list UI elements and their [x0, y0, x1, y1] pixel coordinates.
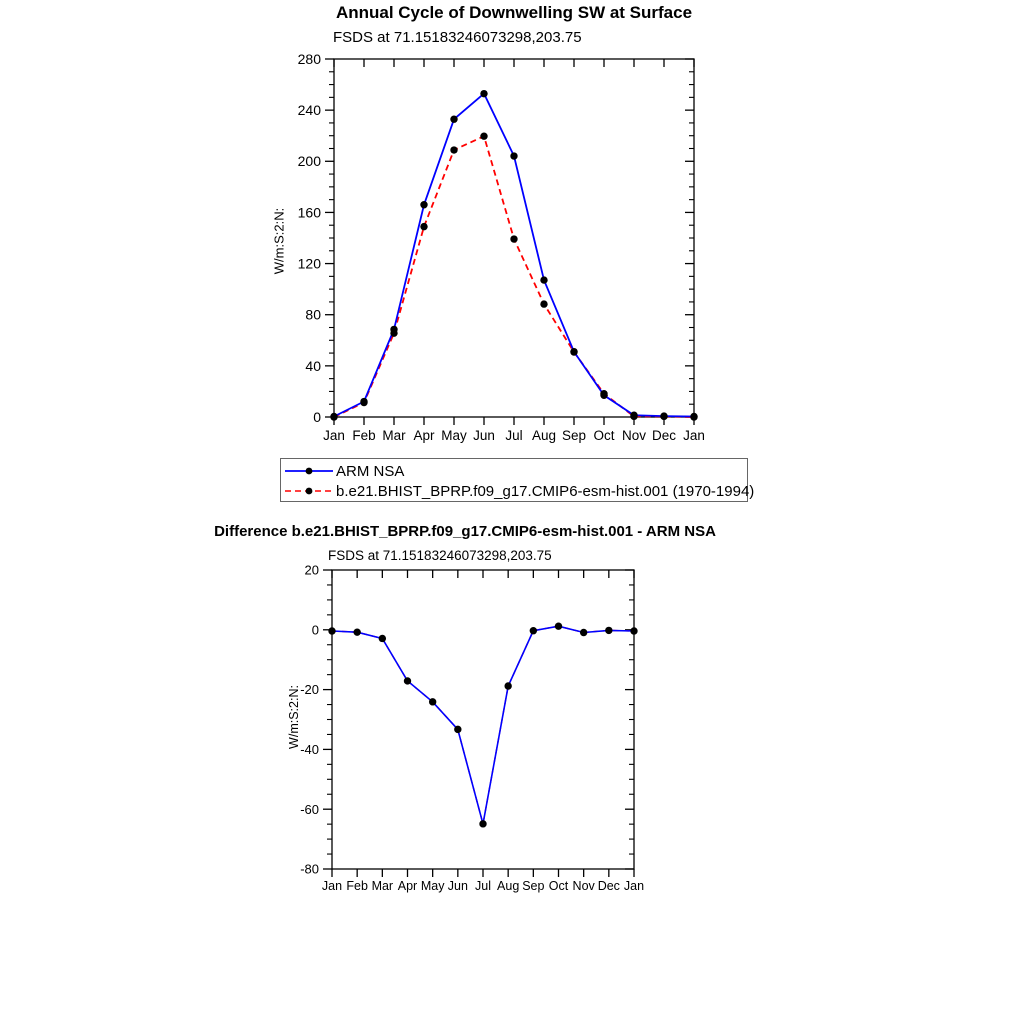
y-tick-label: 200 — [297, 153, 321, 170]
x-tick-label: Jul — [505, 428, 523, 443]
legend-item-model — [281, 481, 755, 501]
x-tick-label: Oct — [548, 879, 569, 893]
x-tick-label: Jun — [473, 428, 495, 443]
data-point-marker — [510, 152, 517, 159]
data-point-marker — [328, 627, 335, 634]
data-point-marker — [479, 820, 486, 827]
x-tick-label: Dec — [651, 428, 677, 443]
top-chart-title: Annual Cycle of Downwelling SW at Surface — [335, 3, 693, 22]
y-tick-label: 80 — [305, 306, 321, 323]
x-tick-label: Mar — [382, 428, 406, 443]
data-point-marker — [360, 399, 367, 406]
legend-box — [280, 458, 755, 502]
data-point-marker — [540, 276, 547, 283]
x-tick-label: Sep — [522, 879, 545, 893]
data-point-marker — [420, 223, 427, 230]
diff-chart-subtitle: FSDS at 71.15183246073298,203.75 — [328, 548, 552, 563]
data-point-marker — [580, 629, 587, 636]
data-point-marker — [530, 627, 537, 634]
data-point-marker — [390, 329, 397, 336]
x-tick-label: May — [420, 879, 445, 893]
data-point-marker — [605, 627, 612, 634]
x-tick-label: Feb — [346, 879, 368, 893]
legend-item-obs — [281, 461, 747, 481]
x-tick-label: Jul — [475, 879, 491, 893]
data-point-marker — [600, 390, 607, 397]
x-tick-label: Jan — [683, 428, 705, 443]
legend-model-label: b.e21.BHIST_BPRP.f09_g17.CMIP6-esm-hist.001 (1970-1994) — [336, 482, 755, 500]
x-tick-label: Jan — [321, 879, 343, 893]
y-tick-label: 20 — [304, 562, 319, 578]
y-tick-label: 240 — [297, 102, 321, 119]
data-point-marker — [660, 413, 667, 420]
x-tick-label: Aug — [497, 879, 520, 893]
x-tick-label: Apr — [413, 428, 435, 443]
data-point-marker — [630, 413, 637, 420]
x-tick-label: Nov — [572, 879, 595, 893]
legend-obs-line-icon — [283, 464, 335, 478]
x-tick-label: Dec — [597, 879, 620, 893]
x-tick-label: Jan — [323, 428, 345, 443]
x-tick-label: Sep — [561, 428, 587, 443]
x-tick-label: Mar — [371, 879, 394, 893]
data-point-marker — [630, 627, 637, 634]
y-tick-label: 0 — [313, 408, 321, 425]
x-tick-label: Apr — [397, 879, 418, 893]
x-tick-label: Nov — [621, 428, 647, 443]
data-point-marker — [404, 677, 411, 684]
top-chart-y-axis-label: W/m:S:2:N: — [271, 207, 287, 275]
legend-obs-label: ARM NSA — [336, 462, 405, 480]
y-tick-label: -20 — [300, 682, 319, 698]
series-line — [334, 136, 694, 417]
data-point-marker — [450, 146, 457, 153]
data-point-marker — [454, 726, 461, 733]
x-tick-label: May — [441, 428, 467, 443]
diff-chart-y-axis-label: W/m:S:2:N: — [287, 685, 301, 749]
data-point-marker — [420, 201, 427, 208]
top-chart-subtitle: FSDS at 71.15183246073298,203.75 — [333, 29, 582, 46]
y-tick-label: -60 — [300, 801, 319, 817]
x-tick-label: Jun — [447, 879, 468, 893]
data-point-marker — [330, 413, 337, 420]
x-tick-label: Aug — [531, 428, 557, 443]
data-point-marker — [429, 698, 436, 705]
data-point-marker — [510, 235, 517, 242]
top-chart-plot-area — [298, 51, 705, 443]
series-line — [332, 626, 634, 824]
diff-chart-title: Difference b.e21.BHIST_BPRP.f09_g17.CMIP6-esm-hist.001 - ARM NSA — [214, 523, 716, 540]
data-point-marker — [480, 133, 487, 140]
y-tick-label: 120 — [297, 255, 321, 272]
y-tick-label: -40 — [300, 741, 319, 757]
y-tick-label: 280 — [297, 50, 321, 67]
y-tick-label: -80 — [300, 861, 319, 877]
diff-underlay-line — [332, 626, 634, 824]
data-point-marker — [480, 90, 487, 97]
data-point-marker — [504, 682, 511, 689]
data-point-marker — [540, 300, 547, 307]
data-point-marker — [353, 628, 360, 635]
data-point-marker — [379, 635, 386, 642]
data-point-marker — [555, 623, 562, 630]
x-tick-label: Feb — [352, 428, 376, 443]
y-tick-label: 0 — [311, 622, 319, 638]
legend-model-line-icon — [283, 484, 335, 498]
y-tick-label: 40 — [305, 357, 321, 374]
y-tick-label: 160 — [297, 204, 321, 221]
x-tick-label: Jan — [623, 879, 645, 893]
diff-chart-plot-area — [300, 563, 644, 893]
data-point-marker — [450, 116, 457, 123]
series-line — [334, 94, 694, 417]
x-tick-label: Oct — [593, 428, 615, 443]
data-point-marker — [690, 413, 697, 420]
data-point-marker — [570, 348, 577, 355]
